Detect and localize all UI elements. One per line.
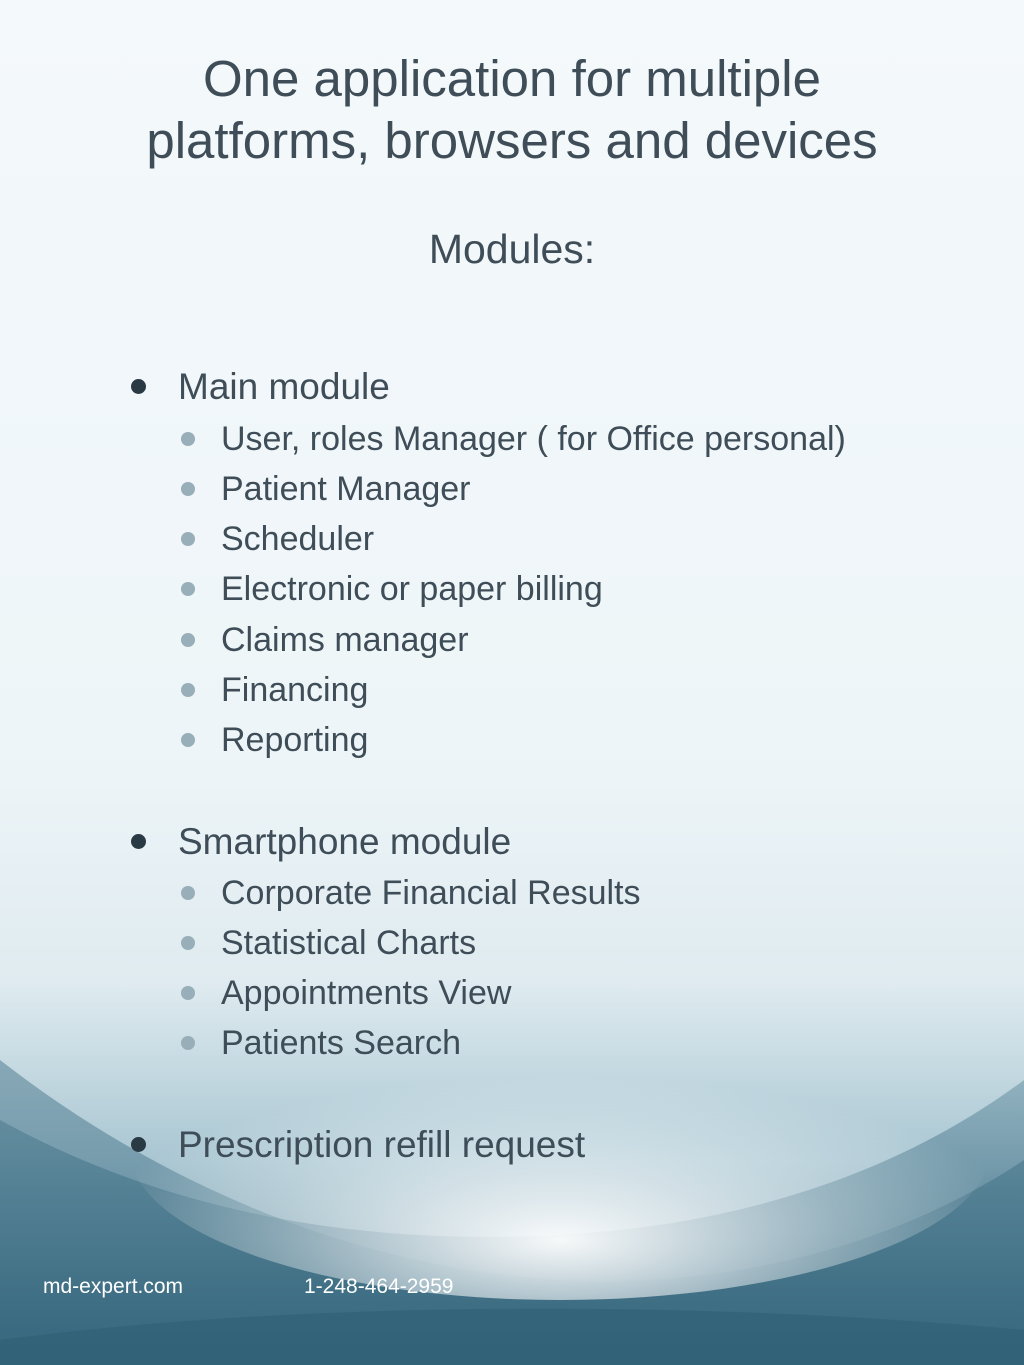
sub-bullet-dot-icon [181, 633, 195, 647]
sub-bullet-label: Patients Search [221, 1024, 462, 1062]
bullet-smartphone-module [178, 821, 511, 863]
bullet-label: Prescription refill request [178, 1124, 586, 1165]
sub-bullet-label: User, roles Manager ( for Office personal) [221, 420, 846, 458]
sub-bullet-dot-icon [181, 1036, 195, 1050]
sub-bullet-item [221, 620, 469, 660]
bullet-dot-icon [131, 834, 146, 849]
sub-bullet-label: Scheduler [221, 520, 375, 558]
sub-bullet-dot-icon [181, 986, 195, 1000]
sub-bullet-label: Reporting [221, 721, 369, 759]
sub-bullet-dot-icon [181, 936, 195, 950]
bullet-prescription-refill [178, 1124, 585, 1166]
sub-bullet-label: Appointments View [221, 974, 512, 1012]
sub-bullet-item [221, 519, 374, 559]
sub-bullet-label: Statistical Charts [221, 924, 477, 962]
sub-bullet-dot-icon [181, 532, 195, 546]
sub-bullet-dot-icon [181, 432, 195, 446]
sub-bullet-label: Financing [221, 671, 369, 709]
slide-subtitle: Modules: [428, 226, 596, 272]
sub-bullet-item [221, 569, 603, 609]
sub-bullet-item [221, 469, 471, 509]
sub-bullet-label: Electronic or paper billing [221, 570, 603, 608]
sub-bullet-label: Corporate Financial Results [221, 874, 641, 912]
footer-phone: 1-248-464-2959 [304, 1275, 454, 1298]
footer-website: md-expert.com [43, 1275, 184, 1298]
sub-bullet-item [221, 670, 368, 710]
sub-bullet-label: Patient Manager [221, 470, 471, 508]
sub-bullet-dot-icon [181, 886, 195, 900]
sub-bullet-dot-icon [181, 733, 195, 747]
sub-bullet-item [221, 923, 476, 963]
bullet-label: Main module [178, 366, 390, 407]
sub-bullet-item [221, 720, 368, 760]
sub-bullet-label: Claims manager [221, 621, 469, 659]
sub-bullet-item [221, 1023, 461, 1063]
sub-bullet-dot-icon [181, 683, 195, 697]
sub-bullet-dot-icon [181, 582, 195, 596]
bullet-dot-icon [131, 379, 146, 394]
bullet-main-module [178, 366, 390, 408]
sub-bullet-dot-icon [181, 482, 195, 496]
bullet-label: Smartphone module [178, 821, 512, 862]
sub-bullet-item [221, 873, 641, 913]
slide-title-line-2: platforms, browsers and devices [146, 112, 878, 169]
slide-title-line-1: One application for multiple [202, 50, 821, 107]
sub-bullet-item [221, 973, 511, 1013]
bullet-dot-icon [131, 1137, 146, 1152]
sub-bullet-item [221, 419, 846, 459]
